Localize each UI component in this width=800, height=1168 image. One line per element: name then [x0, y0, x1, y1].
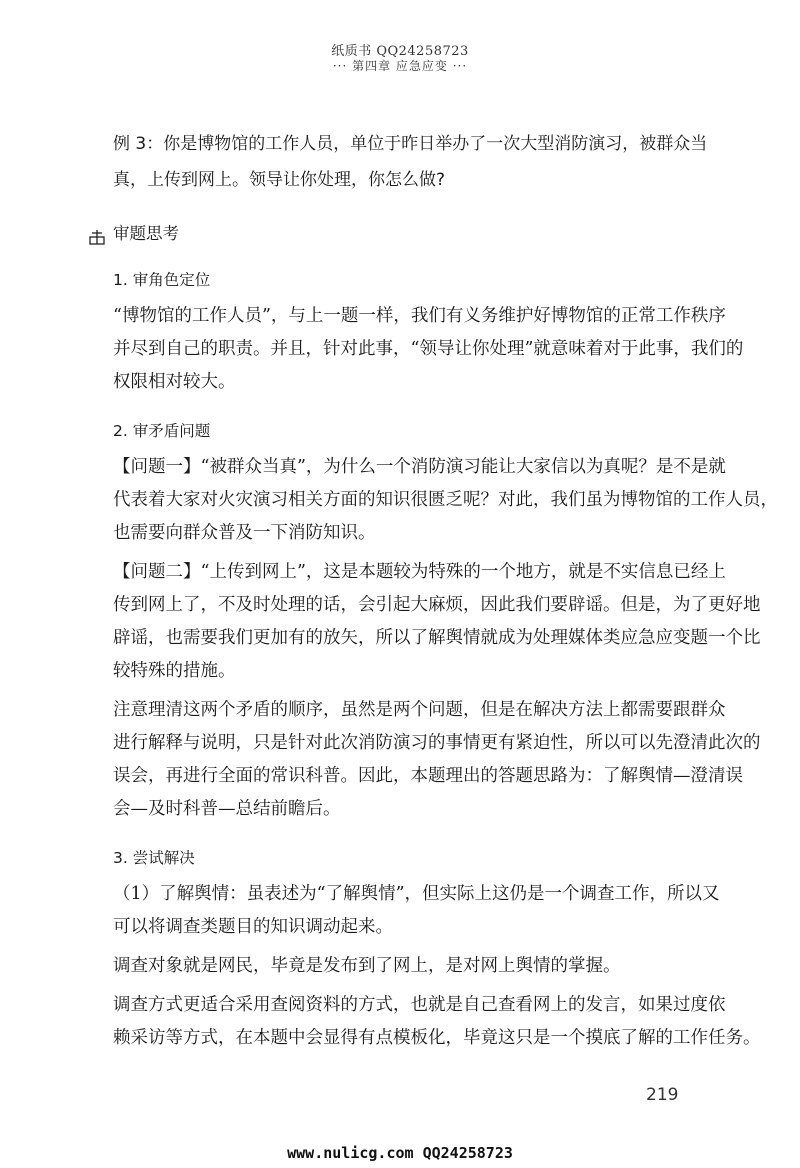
subheading-solve: 3. 尝试解决 — [113, 849, 195, 867]
text-line: 可以将调查类题目的知识调动起来。 — [113, 917, 393, 937]
header-watermark: 纸质书 QQ24258723 — [331, 44, 469, 59]
footer-watermark: www.nulicg.com QQ24258723 — [287, 1144, 513, 1162]
text-line: 注意理清这两个矛盾的顺序，虽然是两个问题，但是在解决方法上都需要跟群众 — [113, 700, 726, 720]
text-line: 传到网上了，不及时处理的话，会引起大麻烦，因此我们要辟谣。但是，为了更好地 — [113, 595, 761, 615]
paragraph — [113, 878, 720, 944]
example-line: 真，上传到网上。领导让你处理，你怎么做? — [113, 170, 446, 190]
section-marker-icon — [89, 226, 105, 242]
text-line: 代表着大家对火灾演习相关方面的知识很匮乏呢？对此，我们虽为博物馆的工作人员， — [113, 490, 778, 510]
paragraph — [113, 300, 744, 399]
text-line: 赖采访等方式，在本题中会显得有点模板化，毕竟这只是一个摸底了解的工作任务。 — [113, 1028, 761, 1048]
paragraph — [113, 950, 693, 983]
page-number: 219 — [646, 1085, 679, 1105]
paragraph — [113, 989, 761, 1055]
text-line: 调查对象就是网民，毕竟是发布到了网上，是对网上舆情的掌握。 — [113, 956, 621, 976]
section-title — [89, 220, 693, 248]
text-line: 权限相对较大。 — [113, 372, 236, 392]
paragraph — [113, 451, 778, 550]
subheading-role: 1. 审角色定位 — [113, 271, 211, 289]
page-content — [113, 126, 778, 1055]
text-line: 会—及时科普—总结前瞻后。 — [113, 799, 341, 819]
text-line: 进行解释与说明，只是针对此次消防演习的事情更有紧迫性，所以可以先澄清此次的 — [113, 733, 761, 753]
example-line: 例 3：你是博物馆的工作人员，单位于昨日举办了一次大型消防演习，被群众当 — [113, 134, 708, 154]
section-title-text: 审题思考 — [113, 224, 179, 243]
text-line: “博物馆的工作人员”，与上一题一样，我们有义务维护好博物馆的正常工作秩序 — [113, 306, 726, 326]
paragraph — [113, 694, 761, 826]
example-question — [113, 126, 708, 198]
text-line: 也需要向群众普及一下消防知识。 — [113, 523, 376, 543]
text-line: 误会，再进行全面的常识科普。因此，本题理出的答题思路为：了解舆情—澄清误 — [113, 766, 743, 786]
text-line: 【问题一】“被群众当真”，为什么一个消防演习能让大家信以为真呢？是不是就 — [113, 457, 726, 477]
chapter-header: ··· 第四章 应急应变 ··· — [332, 59, 468, 73]
text-line: （1）了解舆情：虽表述为“了解舆情”，但实际上这仍是一个调查工作，所以又 — [113, 884, 720, 904]
text-line: 调查方式更适合采用查阅资料的方式，也就是自己查看网上的发言，如果过度依 — [113, 995, 726, 1015]
subheading-conflict: 2. 审矛盾问题 — [113, 422, 211, 440]
text-line: 辟谣，也需要我们更加有的放矢，所以了解舆情就成为处理媒体类应急应变题一个比 — [113, 628, 761, 648]
text-line: 较特殊的措施。 — [113, 661, 236, 681]
text-line: 并尽到自己的职责。并且，针对此事，“领导让你处理”就意味着对于此事，我们的 — [113, 339, 744, 359]
paragraph — [113, 556, 761, 688]
text-line: 【问题二】“上传到网上”，这是本题较为特殊的一个地方，就是不实信息已经上 — [113, 562, 726, 582]
